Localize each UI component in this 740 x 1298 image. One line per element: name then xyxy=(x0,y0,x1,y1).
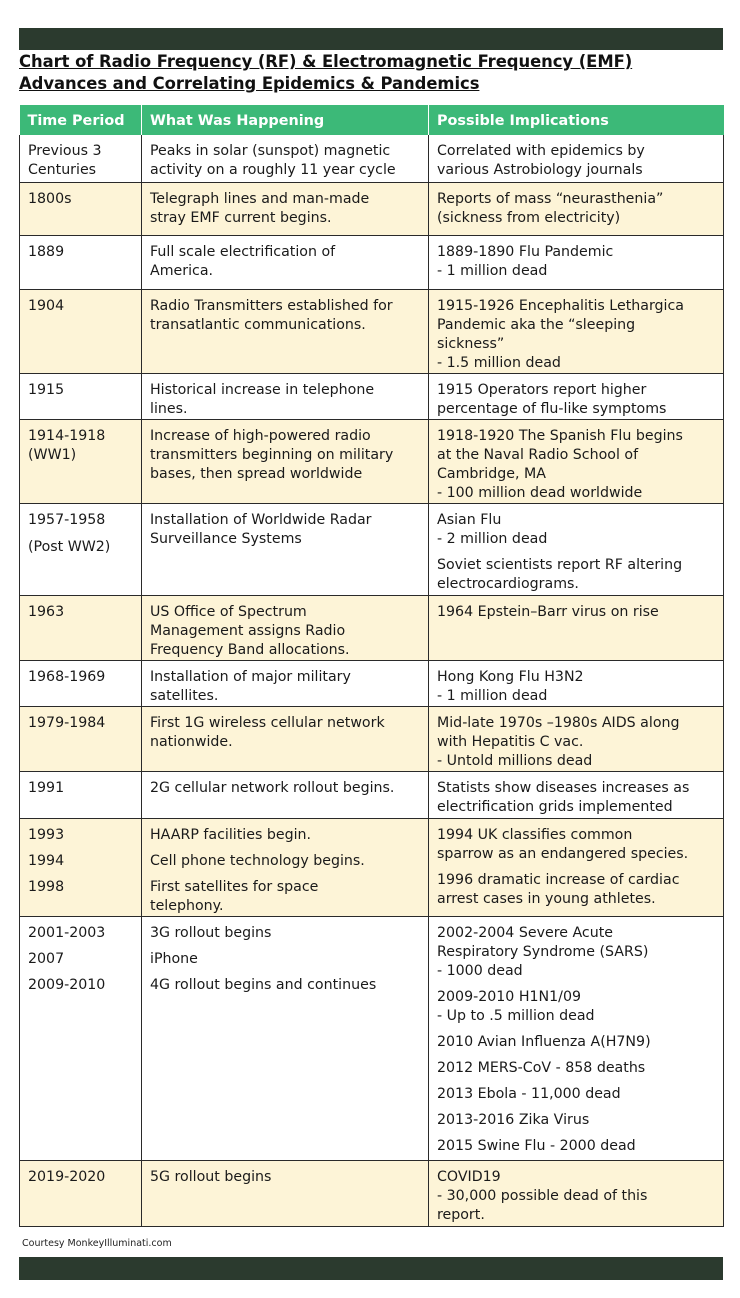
possible-implications-cell xyxy=(429,135,724,182)
cell-text-line: - Up to .5 million dead xyxy=(437,1007,595,1024)
time-period-cell xyxy=(20,419,142,503)
cell-text-line: Management assigns Radio xyxy=(150,622,346,639)
cell-text-line: telephony. xyxy=(150,897,224,914)
table-row xyxy=(20,289,724,373)
table-row xyxy=(20,595,724,660)
cell-text-line: 2001-2003 xyxy=(28,924,106,941)
table-row xyxy=(20,706,724,771)
table-header-row xyxy=(20,105,724,135)
cell-text-line: Previous 3 xyxy=(28,143,102,159)
cell-text-line: 2012 MERS-CoV - 858 deaths xyxy=(437,1059,646,1076)
cell-text-line: Asian Flu xyxy=(437,511,502,528)
cell-text-line: sparrow as an endangered species. xyxy=(437,845,689,862)
cell-text-line: 1800s xyxy=(28,190,72,207)
cell-text-line: 1914-1918 xyxy=(28,427,106,444)
cell-text-line: sickness” xyxy=(437,335,505,352)
cell-text-line: Radio Transmitters established for xyxy=(150,297,393,314)
cell-text-line: Statists show diseases increases as xyxy=(437,779,690,796)
time-period-cell xyxy=(20,595,142,660)
time-period-cell xyxy=(20,916,142,1160)
cell-text-line: 1996 dramatic increase of cardiac xyxy=(437,871,680,888)
table-body xyxy=(20,135,724,1226)
cell-text-line: 1964 Epstein–Barr virus on rise xyxy=(437,603,659,620)
cell-text-line: 1904 xyxy=(28,297,65,314)
cell-text-line: 1918-1920 The Spanish Flu begins xyxy=(437,427,683,444)
cell-text-line: 1993 xyxy=(28,826,65,843)
what-was-happening-cell xyxy=(142,818,429,916)
possible-implications-cell xyxy=(429,1160,724,1226)
cell-text-line: - 1 million dead xyxy=(437,262,548,279)
time-period-cell xyxy=(20,182,142,235)
cell-text-line: - 30,000 possible dead of this xyxy=(437,1187,648,1204)
cell-text-line: Historical increase in telephone xyxy=(150,381,375,398)
cell-text-line: Mid-late 1970s –1980s AIDS along xyxy=(437,714,680,731)
cell-text-line: Peaks in solar (sunspot) magnetic xyxy=(150,143,391,159)
cell-text-line: Centuries xyxy=(28,162,97,178)
cell-text-line: 1968-1969 xyxy=(28,668,106,685)
cell-text-line: at the Naval Radio School of xyxy=(437,446,639,463)
cell-text-line: 2013-2016 Zika Virus xyxy=(437,1111,590,1128)
possible-implications-cell xyxy=(429,771,724,818)
cell-text-line: 2015 Swine Flu - 2000 dead xyxy=(437,1137,636,1154)
table-row xyxy=(20,235,724,289)
credit-text: Courtesy MonkeyIlluminati.com xyxy=(22,1238,172,1249)
cell-text-line: America. xyxy=(150,262,214,279)
what-was-happening-cell xyxy=(142,660,429,706)
cell-text-line: COVID19 xyxy=(437,1168,501,1185)
cell-text-line: transatlantic communications. xyxy=(150,316,366,333)
what-was-happening-cell xyxy=(142,595,429,660)
cell-text-line: Installation of major military xyxy=(150,668,351,685)
possible-implications-cell xyxy=(429,660,724,706)
cell-text-line: - 1000 dead xyxy=(437,962,523,979)
cell-text-line: - 1.5 million dead xyxy=(437,354,561,371)
table-row xyxy=(20,660,724,706)
cell-text-line: 1994 UK classifies common xyxy=(437,826,633,843)
table-row xyxy=(20,771,724,818)
time-period-cell xyxy=(20,235,142,289)
possible-implications-cell xyxy=(429,916,724,1160)
cell-text-line: lines. xyxy=(150,400,188,417)
cell-text-line: - 100 million dead worldwide xyxy=(437,484,643,501)
cell-text-line: Cambridge, MA xyxy=(437,465,546,482)
cell-text-line: 1994 xyxy=(28,852,65,869)
chart-title xyxy=(19,51,723,95)
table-row xyxy=(20,503,724,595)
cell-text-line: 2009-2010 H1N1/09 xyxy=(437,988,582,1005)
time-period-cell xyxy=(20,1160,142,1226)
cell-text-line: Frequency Band allocations. xyxy=(150,641,350,658)
cell-text-line: 1991 xyxy=(28,779,65,796)
what-was-happening-cell xyxy=(142,373,429,419)
time-period-cell xyxy=(20,818,142,916)
cell-text-line: 2019-2020 xyxy=(28,1168,106,1185)
cell-text-line: 1979-1984 xyxy=(28,714,106,731)
possible-implications-cell xyxy=(429,373,724,419)
table-row xyxy=(20,916,724,1160)
time-period-cell xyxy=(20,706,142,771)
cell-text-line: 1915 xyxy=(28,381,65,398)
cell-text-line: (WW1) xyxy=(28,446,77,463)
cell-text-line: iPhone xyxy=(150,950,198,967)
table-row xyxy=(20,818,724,916)
time-period-cell xyxy=(20,135,142,182)
cell-text-line: Increase of high-powered radio xyxy=(150,427,371,444)
bottom-banner-bar xyxy=(19,1257,723,1280)
cell-text-line: Pandemic aka the “sleeping xyxy=(437,316,636,333)
what-was-happening-cell xyxy=(142,135,429,182)
what-was-happening-cell xyxy=(142,419,429,503)
table-row xyxy=(20,373,724,419)
time-period-cell xyxy=(20,373,142,419)
cell-text-line: with Hepatitis C vac. xyxy=(437,733,584,750)
cell-text-line: Correlated with epidemics by xyxy=(437,143,645,159)
cell-text-line: 1915 Operators report higher xyxy=(437,381,647,398)
cell-text-line: 2002-2004 Severe Acute xyxy=(437,924,613,941)
top-banner-bar xyxy=(19,28,723,50)
time-period-cell xyxy=(20,660,142,706)
cell-text-line: activity on a roughly 11 year cycle xyxy=(150,162,396,178)
cell-text-line: Surveillance Systems xyxy=(150,530,302,547)
cell-text-line: US Office of Spectrum xyxy=(150,603,307,620)
possible-implications-cell xyxy=(429,289,724,373)
table-row xyxy=(20,1160,724,1226)
possible-implications-cell xyxy=(429,595,724,660)
cell-text-line: - 2 million dead xyxy=(437,530,548,547)
cell-text-line: 2G cellular network rollout begins. xyxy=(150,779,395,796)
cell-text-line: bases, then spread worldwide xyxy=(150,465,363,482)
what-was-happening-cell xyxy=(142,1160,429,1226)
table-row xyxy=(20,419,724,503)
cell-text-line: 1915-1926 Encephalitis Lethargica xyxy=(437,297,684,314)
cell-text-line: nationwide. xyxy=(150,733,233,750)
cell-text-line: satellites. xyxy=(150,687,219,704)
cell-text-line: Installation of Worldwide Radar xyxy=(150,511,372,528)
rf-emf-table xyxy=(19,105,724,1227)
time-period-cell xyxy=(20,503,142,595)
what-was-happening-cell xyxy=(142,503,429,595)
possible-implications-cell xyxy=(429,235,724,289)
cell-text-line: - Untold millions dead xyxy=(437,752,593,769)
possible-implications-cell xyxy=(429,419,724,503)
cell-text-line: 3G rollout begins xyxy=(150,924,272,941)
cell-text-line: 2007 xyxy=(28,950,65,967)
cell-text-line: First 1G wireless cellular network xyxy=(150,714,385,731)
what-was-happening-cell xyxy=(142,182,429,235)
cell-text-line: electrocardiograms. xyxy=(437,575,579,592)
title-line-2: Advances and Correlating Epidemics & Pandemics xyxy=(19,74,480,93)
cell-text-line: 1963 xyxy=(28,603,65,620)
cell-text-line: Respiratory Syndrome (SARS) xyxy=(437,943,649,960)
cell-text-line: 4G rollout begins and continues xyxy=(150,976,377,993)
possible-implications-cell xyxy=(429,818,724,916)
cell-text-line: (Post WW2) xyxy=(28,538,111,555)
table-row xyxy=(20,182,724,235)
possible-implications-cell xyxy=(429,503,724,595)
cell-text-line: Full scale electrification of xyxy=(150,243,336,260)
cell-text-line: 2009-2010 xyxy=(28,976,106,993)
header-possible-implications: Possible Implications xyxy=(429,105,724,135)
cell-text-line: HAARP facilities begin. xyxy=(150,826,312,843)
header-what-was-happening: What Was Happening xyxy=(142,105,429,135)
cell-text-line: First satellites for space xyxy=(150,878,319,895)
cell-text-line: Telegraph lines and man-made xyxy=(150,190,370,207)
cell-text-line: 1889-1890 Flu Pandemic xyxy=(437,243,614,260)
cell-text-line: 5G rollout begins xyxy=(150,1168,272,1185)
what-was-happening-cell xyxy=(142,289,429,373)
cell-text-line: 1998 xyxy=(28,878,65,895)
cell-text-line: electrification grids implemented xyxy=(437,798,673,815)
cell-text-line: Hong Kong Flu H3N2 xyxy=(437,668,584,685)
cell-text-line: report. xyxy=(437,1206,485,1223)
what-was-happening-cell xyxy=(142,235,429,289)
cell-text-line: - 1 million dead xyxy=(437,687,548,704)
title-line-1: Chart of Radio Frequency (RF) & Electromagnetic Frequency (EMF) xyxy=(19,52,633,71)
cell-text-line: (sickness from electricity) xyxy=(437,209,621,226)
cell-text-line: Cell phone technology begins. xyxy=(150,852,365,869)
time-period-cell xyxy=(20,771,142,818)
cell-text-line: arrest cases in young athletes. xyxy=(437,890,656,907)
header-time-period: Time Period xyxy=(20,105,142,135)
cell-text-line: percentage of flu-like symptoms xyxy=(437,400,667,417)
what-was-happening-cell xyxy=(142,916,429,1160)
cell-text-line: Reports of mass “neurasthenia” xyxy=(437,190,664,207)
table-row xyxy=(20,135,724,182)
cell-text-line: transmitters beginning on military xyxy=(150,446,394,463)
cell-text-line: stray EMF current begins. xyxy=(150,209,332,226)
cell-text-line: 1957-1958 xyxy=(28,511,106,528)
cell-text-line: various Astrobiology journals xyxy=(437,162,643,178)
cell-text-line: 2013 Ebola - 11,000 dead xyxy=(437,1085,621,1102)
what-was-happening-cell xyxy=(142,706,429,771)
time-period-cell xyxy=(20,289,142,373)
cell-text-line: Soviet scientists report RF altering xyxy=(437,556,683,573)
possible-implications-cell xyxy=(429,182,724,235)
cell-text-line: 1889 xyxy=(28,243,65,260)
possible-implications-cell xyxy=(429,706,724,771)
what-was-happening-cell xyxy=(142,771,429,818)
cell-text-line: 2010 Avian Influenza A(H7N9) xyxy=(437,1033,651,1050)
